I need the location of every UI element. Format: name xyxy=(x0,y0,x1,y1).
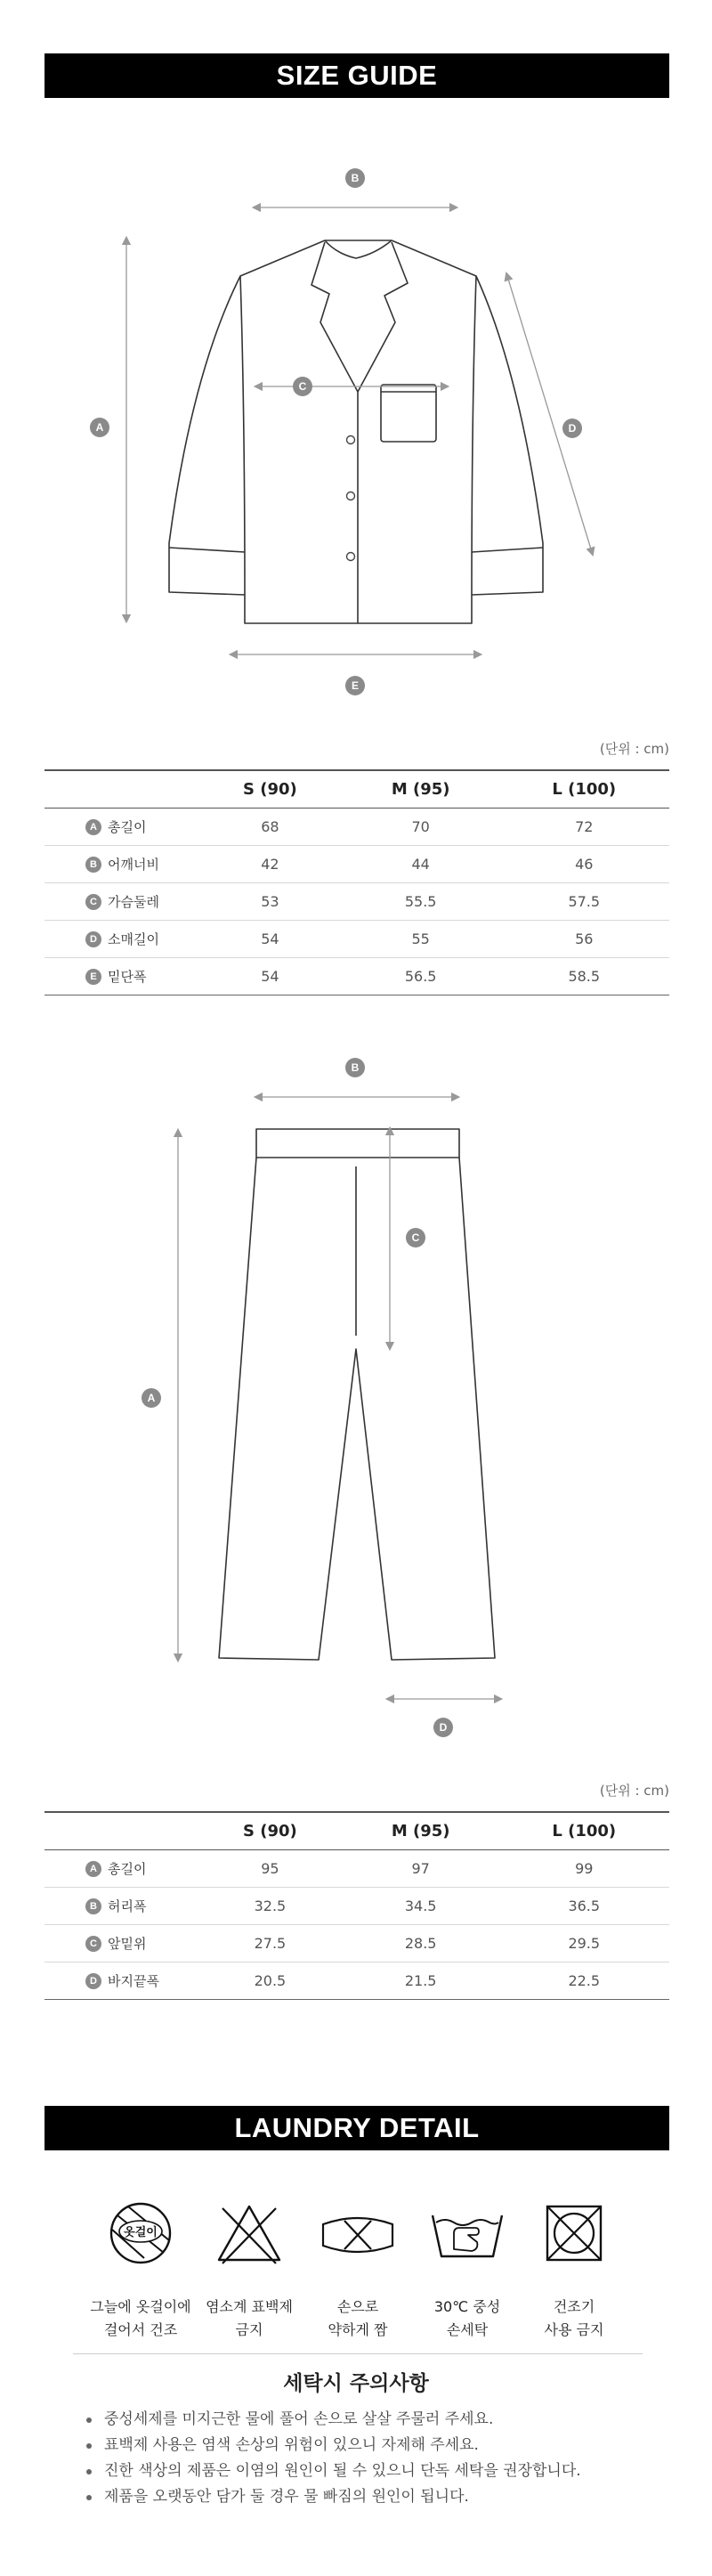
hanger-text: 옷걸이 xyxy=(124,2225,158,2239)
badge: A xyxy=(85,1861,101,1877)
badge: C xyxy=(85,894,101,910)
pants-diagram xyxy=(0,1042,712,1754)
top-size-table xyxy=(44,769,669,995)
label-text: 밑단폭 xyxy=(108,969,147,985)
label-text: 소매길이 xyxy=(108,931,159,947)
table-row xyxy=(44,883,669,921)
row-label xyxy=(44,1850,198,1888)
marker-e: E xyxy=(351,679,360,692)
bottom-size-table xyxy=(44,1811,669,2000)
label-text: 바지끝폭 xyxy=(108,1973,159,1989)
badge: B xyxy=(85,1898,101,1914)
marker-a: A xyxy=(95,421,104,434)
row-label xyxy=(44,809,198,846)
row-label xyxy=(44,883,198,921)
row-label xyxy=(44,1962,198,2000)
header-cell: S (90) xyxy=(198,770,343,809)
marker-d: D xyxy=(568,422,577,435)
care-label-hand-wash: 30℃ 중성 손세탁 xyxy=(433,2298,501,2338)
list-item: 표백제 사용은 염색 손상의 위험이 있으니 자제해 주세요. xyxy=(85,2433,581,2458)
cell: 42 xyxy=(198,846,343,883)
cell: 57.5 xyxy=(499,883,669,921)
hang-dry-shade-icon xyxy=(105,2198,176,2269)
header-cell xyxy=(44,1812,198,1850)
cell: 55 xyxy=(343,921,499,958)
table-row xyxy=(44,921,669,958)
label-text: 허리폭 xyxy=(108,1898,147,1914)
cell: 46 xyxy=(499,846,669,883)
care-label-gentle-wring: 손으로 약하게 짬 xyxy=(328,2298,388,2338)
shirt-diagram xyxy=(0,160,712,712)
table-row xyxy=(44,958,669,995)
cell: 54 xyxy=(198,958,343,995)
header-cell: L (100) xyxy=(499,770,669,809)
table-row xyxy=(44,1888,669,1925)
no-bleach-icon xyxy=(214,2198,285,2269)
header-cell: S (90) xyxy=(198,1812,343,1850)
marker-a: A xyxy=(147,1392,156,1404)
table-row xyxy=(44,846,669,883)
header-cell: M (95) xyxy=(343,1812,499,1850)
no-tumble-dry-icon xyxy=(538,2198,610,2269)
cell: 29.5 xyxy=(499,1925,669,1962)
cell: 28.5 xyxy=(343,1925,499,1962)
cell: 20.5 xyxy=(198,1962,343,2000)
header-cell: L (100) xyxy=(499,1812,669,1850)
cell: 72 xyxy=(499,809,669,846)
table-header-row xyxy=(44,1812,669,1850)
label-text: 가슴둘레 xyxy=(108,894,159,910)
marker-b: B xyxy=(351,1061,360,1074)
cell: 53 xyxy=(198,883,343,921)
care-label-hang-dry: 그늘에 옷걸이에 걸어서 건조 xyxy=(90,2298,191,2338)
laundry-detail-banner: LAUNDRY DETAIL xyxy=(44,2106,669,2150)
marker-c: C xyxy=(298,380,307,393)
row-label xyxy=(44,921,198,958)
list-item: 중성세제를 미지근한 물에 풀어 손으로 살살 주물러 주세요. xyxy=(85,2407,581,2433)
marker-d: D xyxy=(439,1721,448,1734)
header-cell: M (95) xyxy=(343,770,499,809)
header-cell xyxy=(44,770,198,809)
table-row xyxy=(44,1850,669,1888)
row-label xyxy=(44,846,198,883)
table-row xyxy=(44,1962,669,2000)
cell: 56.5 xyxy=(343,958,499,995)
badge: C xyxy=(85,1936,101,1952)
cell: 55.5 xyxy=(343,883,499,921)
label-text: 총길이 xyxy=(108,819,147,835)
row-label xyxy=(44,1888,198,1925)
care-label-no-tumble-dry: 건조기 사용 금지 xyxy=(544,2298,604,2338)
cell: 32.5 xyxy=(198,1888,343,1925)
cell: 21.5 xyxy=(343,1962,499,2000)
marker-c: C xyxy=(411,1231,420,1244)
row-label xyxy=(44,958,198,995)
row-label xyxy=(44,1925,198,1962)
divider xyxy=(73,2353,643,2354)
cell: 58.5 xyxy=(499,958,669,995)
cell: 99 xyxy=(499,1850,669,1888)
gentle-wring-icon xyxy=(318,2199,398,2271)
badge: D xyxy=(85,1973,101,1989)
size-guide-banner: SIZE GUIDE xyxy=(44,53,669,98)
label-text: 어깨너비 xyxy=(108,857,159,873)
table-row xyxy=(44,809,669,846)
notice-title: 세탁시 주의사항 xyxy=(283,2372,429,2395)
list-item: 진한 색상의 제품은 이염의 원인이 될 수 있으니 단독 세탁을 권장합니다. xyxy=(85,2458,581,2484)
cell: 44 xyxy=(343,846,499,883)
cell: 36.5 xyxy=(499,1888,669,1925)
cell: 95 xyxy=(198,1850,343,1888)
cell: 22.5 xyxy=(499,1962,669,2000)
unit-label-bottom: (단위 : cm) xyxy=(599,1783,669,1799)
label-text: 앞밑위 xyxy=(108,1936,147,1952)
cell: 34.5 xyxy=(343,1888,499,1925)
care-label-no-bleach: 염소계 표백제 금지 xyxy=(206,2298,293,2338)
cell: 54 xyxy=(198,921,343,958)
badge: D xyxy=(85,931,101,947)
cell: 27.5 xyxy=(198,1925,343,1962)
cell: 56 xyxy=(499,921,669,958)
cell: 97 xyxy=(343,1850,499,1888)
marker-b: B xyxy=(351,172,360,184)
badge: B xyxy=(85,857,101,873)
cell: 70 xyxy=(343,809,499,846)
badge: A xyxy=(85,819,101,835)
hand-wash-icon xyxy=(427,2198,507,2269)
label-text: 총길이 xyxy=(108,1861,147,1877)
cell: 68 xyxy=(198,809,343,846)
notice-list xyxy=(85,2407,581,2510)
table-row xyxy=(44,1925,669,1962)
unit-label-top: (단위 : cm) xyxy=(599,741,669,757)
badge: E xyxy=(85,969,101,985)
list-item: 제품을 오랫동안 담가 둘 경우 물 빠짐의 원인이 됩니다. xyxy=(85,2484,581,2510)
table-header-row xyxy=(44,770,669,809)
